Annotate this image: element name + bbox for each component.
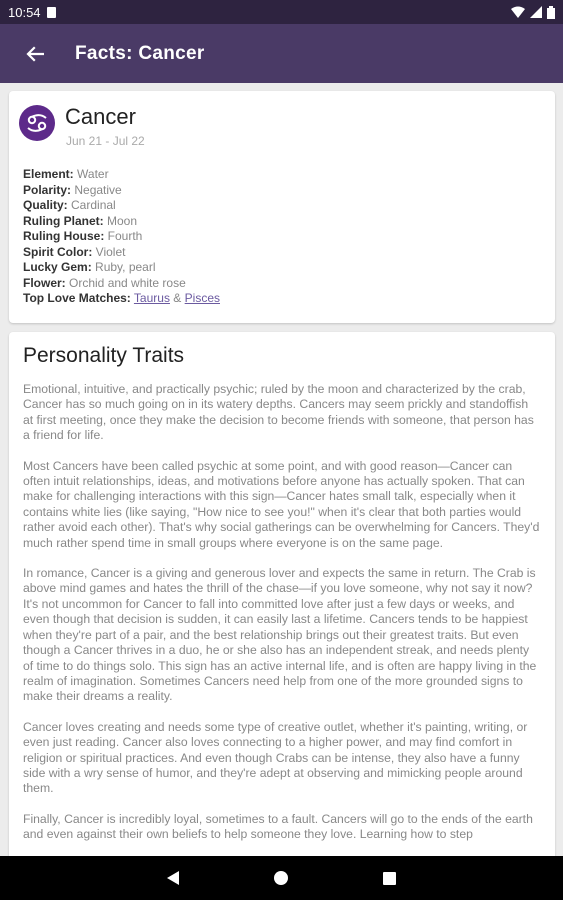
fact-row	[23, 229, 220, 245]
app-bar	[0, 24, 563, 83]
traits-paragraph: Finally, Cancer is incredibly loyal, sometimes to a fault. Cancers will go to the ends of the earth and even against their own beliefs to help someone they love. Learning how to step	[23, 811, 533, 842]
sign-dates: Jun 21 - Jul 22	[66, 134, 145, 148]
love-match-separator: &	[173, 291, 182, 305]
fact-value: Moon	[107, 213, 138, 228]
facts-list	[23, 167, 220, 307]
fact-value: Negative	[74, 182, 122, 197]
back-button[interactable]	[0, 24, 70, 83]
fact-value: Water	[77, 167, 109, 181]
fact-value: Cardinal	[71, 198, 116, 212]
sign-info-card	[9, 91, 555, 323]
fact-label: Spirit Color:	[23, 244, 93, 259]
fact-label: Ruling House:	[23, 229, 105, 243]
cancer-sign-icon	[19, 105, 55, 141]
wifi-icon	[511, 6, 525, 18]
cell-signal-icon	[530, 6, 542, 18]
fact-value: Fourth	[107, 229, 143, 243]
love-matches-label: Top Love Matches:	[23, 291, 131, 305]
fact-row	[23, 245, 220, 261]
fact-label: Flower:	[23, 275, 66, 290]
status-time: 10:54	[8, 4, 41, 20]
arrow-back-icon	[26, 46, 44, 62]
nav-back-icon[interactable]	[167, 871, 179, 885]
fact-row	[23, 198, 220, 214]
scroll-content[interactable]	[0, 83, 563, 856]
fact-label: Element:	[23, 167, 74, 181]
traits-paragraph: Most Cancers have been called psychic at some point, and with good reason—Cancer can often intuit relationships, ideas, and motivations before anyone has actually spoken. That can make for challenging interactions with this sign—Cancer hates small talk, especially when it contains white lies (like saying, "How nice to see you!" when it's clear that both parties would rather avoid each other). That's why social gatherings can be overwhelming for Cancers. They'd much rather spend time in small groups where everyone is on the same page.	[23, 458, 540, 550]
page-title: Facts: Cancer	[75, 42, 205, 64]
traits-paragraph: In romance, Cancer is a giving and generous lover and expects the same in return. The Crab is above mind games and hates the thrill of the chase—if you love someone, why not say it now? It's not uncommon for Cancer to fall into committed love after just a few days or weeks, and even though that decision is sudden, it can easily last a lifetime. Cancers tends to be happiest when they're part of a pair, and the best relationship brings out their greatest traits. But even though a Cancer thrives in a duo, he or she also has an independent streak, and needs plenty of time to do things solo. This sign has an active internal life, and is often are happy living in the realm of imagination. Sometimes Cancers need help from one of the more grounded signs to make their dreams a reality.	[23, 566, 537, 704]
status-icons	[511, 6, 555, 19]
fact-value: Violet	[95, 244, 126, 259]
fact-row	[23, 183, 220, 199]
nav-recents-icon[interactable]	[383, 872, 396, 885]
fact-value: Ruby, pearl	[95, 260, 156, 274]
traits-title: Personality Traits	[23, 344, 185, 367]
system-nav-bar	[0, 856, 563, 900]
battery-icon	[547, 6, 555, 19]
love-match-taurus-link[interactable]: Taurus	[133, 291, 170, 305]
status-bar	[0, 0, 563, 24]
nav-home-icon[interactable]	[274, 871, 288, 885]
sign-name: Cancer	[65, 104, 136, 129]
traits-paragraph: Cancer loves creating and needs some type of creative outlet, whether it's painting, writing, or even just reading. Cancer also loves connecting to a higher power, and may find comfort in religion or spiritual practices. And even though Crabs can be intense, they also have a funny side with a wry sense of humor, and they're adept at observing and mimicking people around them.	[23, 719, 528, 796]
fact-row	[23, 214, 220, 230]
sd-card-icon	[47, 7, 56, 18]
love-matches-row	[23, 291, 220, 307]
fact-label: Quality:	[23, 198, 68, 212]
fact-label: Polarity:	[23, 182, 72, 197]
fact-label: Lucky Gem:	[23, 260, 92, 274]
love-match-pisces-link[interactable]: Pisces	[184, 291, 220, 305]
fact-row	[23, 276, 220, 292]
personality-traits-card	[9, 332, 555, 856]
fact-row	[23, 167, 220, 183]
fact-row	[23, 260, 220, 276]
fact-value: Orchid and white rose	[69, 275, 186, 290]
fact-label: Ruling Planet:	[23, 213, 104, 228]
traits-paragraph: Emotional, intuitive, and practically psychic; ruled by the moon and characterized by the crab, Cancer has so much going on in its watery depths. Cancers may seem prickly and standoffish at first meeting, once they make the decision to become friends with someone, that person has a friend for life.	[23, 382, 534, 443]
